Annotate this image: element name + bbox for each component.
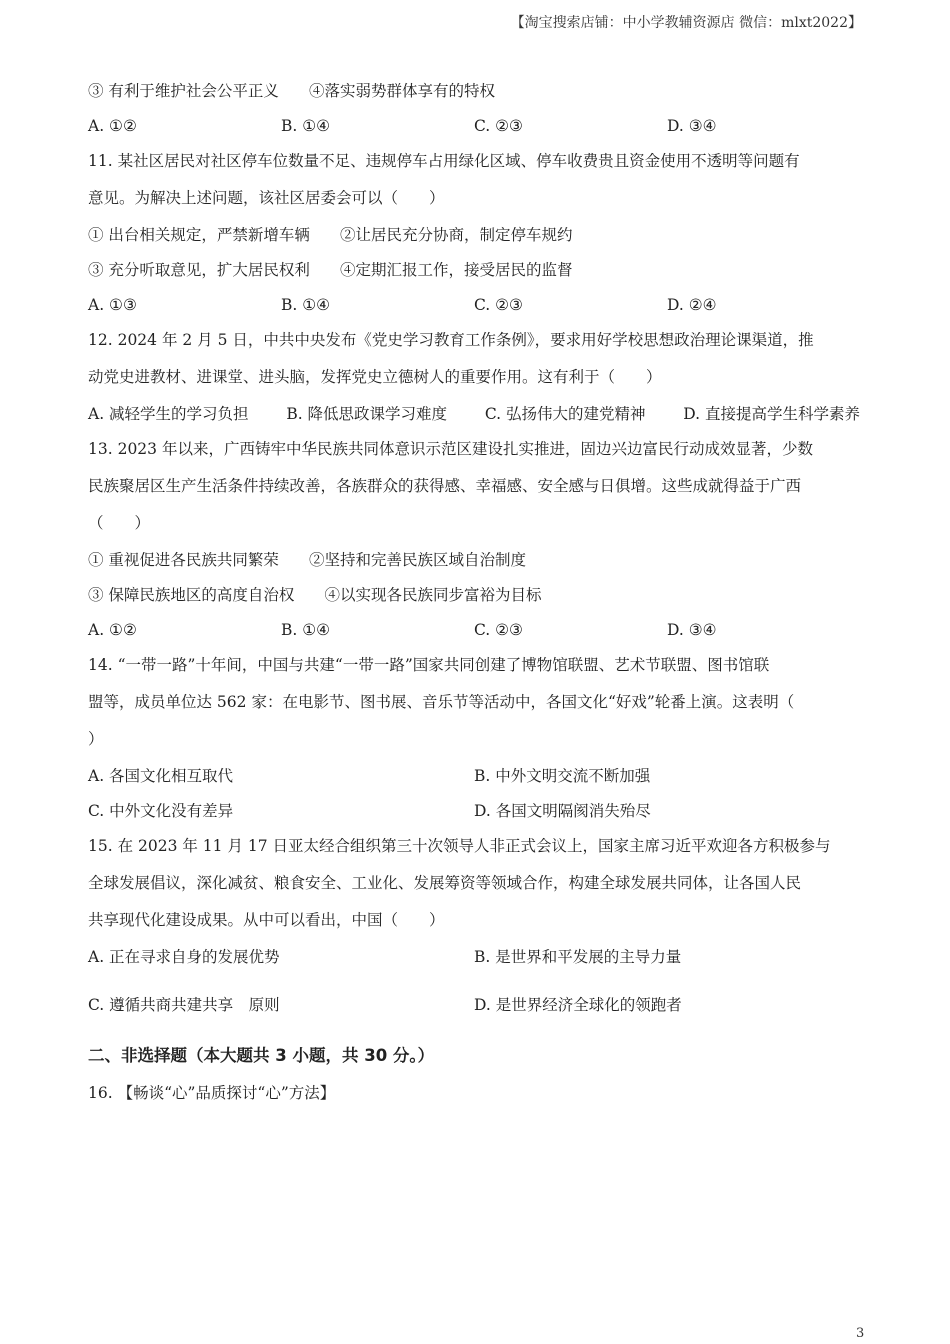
q11-option-a: A. ①③	[88, 296, 137, 314]
q10-option-c: C. ②③	[474, 117, 523, 135]
q14-option-d: D. 各国文明隔阂消失殆尽	[474, 802, 651, 820]
q15-option-b: B. 是世界和平发展的主导力量	[474, 948, 682, 966]
q14-option-a: A. 各国文化相互取代	[88, 767, 234, 785]
q15-option-d: D. 是世界经济全球化的领跑者	[474, 996, 682, 1014]
q11-option-d: D. ②④	[667, 296, 717, 314]
q10-option-a: A. ①②	[88, 117, 137, 135]
q14-stem-line-2: 盟等，成员单位达 562 家：在电影节、图书展、音乐节等活动中，各国文化“好戏”轮番上演。这表明（	[88, 693, 795, 711]
q15-option-a: A. 正在寻求自身的发展优势	[88, 948, 280, 966]
q12-option-a: A. 减轻学生的学习负担	[88, 405, 249, 423]
q12-option-d: D. 直接提高学生科学素养	[683, 405, 860, 423]
q13-stmt-3: ③ 保障民族地区的高度自治权	[88, 586, 295, 604]
q14-options-row-2	[88, 800, 860, 835]
q13-statements-row-1	[88, 549, 860, 584]
q10-options	[88, 115, 860, 150]
q12-option-b: B. 降低思政课学习难度	[286, 405, 448, 423]
q11-stem-line-1: 11. 某社区居民对社区停车位数量不足、违规停车占用绿化区域、停车收费贵且资金使用不透明等问题有	[88, 152, 800, 170]
q13-option-d: D. ③④	[667, 621, 717, 639]
q15-stem-line-2: 全球发展倡议，深化减贫、粮食安全、工业化、发展筹资等领域合作，构建全球发展共同体，让各国人民	[88, 874, 802, 892]
q13-stem-line-1: 13. 2023 年以来，广西铸牢中华民族共同体意识示范区建设扎实推进，固边兴边富民行动成效显著，少数	[88, 440, 813, 458]
q13-statements-row-2	[88, 584, 860, 619]
q10-option-b: B. ①④	[281, 117, 331, 135]
shop-header: 【淘宝搜索店铺：中小学教辅资源店 微信：mlxt2022】	[510, 15, 862, 31]
q11-stmt-3: ③ 充分听取意见，扩大居民权利	[88, 261, 310, 279]
q14-options-row-1	[88, 765, 860, 800]
q11-option-c: C. ②③	[474, 296, 523, 314]
q10-option-d: D. ③④	[667, 117, 717, 135]
q12-stem-line-2: 动党史进教材、进课堂、进头脑，发挥党史立德树人的重要作用。这有利于（ ）	[88, 368, 662, 386]
q15-options-row-2	[88, 994, 860, 1042]
q11-stem-line-2: 意见。为解决上述问题，该社区居委会可以（ ）	[88, 189, 445, 207]
q10-statements	[88, 80, 860, 115]
q13-stmt-1: ① 重视促进各民族共同繁荣	[88, 551, 279, 569]
q13-option-b: B. ①④	[281, 621, 331, 639]
q13-options	[88, 619, 860, 654]
q14-stem-line-3: ）	[88, 730, 104, 748]
q11-statements-row-2	[88, 259, 860, 294]
q13-option-c: C. ②③	[474, 621, 523, 639]
q13-stem-line-2: 民族聚居区生产生活条件持续改善，各族群众的获得感、幸福感、安全感与日俱增。这些成就得益于广西	[88, 477, 802, 495]
q11-stmt-1: ① 出台相关规定，严禁新增车辆	[88, 226, 310, 244]
q14-option-b: B. 中外文明交流不断加强	[474, 767, 651, 785]
q13-stmt-2: ②坚持和完善民族区域自治制度	[308, 551, 526, 569]
page-number: 3	[856, 1326, 865, 1341]
q15-stem-line-1: 15. 在 2023 年 11 月 17 日亚太经合组织第三十次领导人非正式会议上，国家主席习近平欢迎各方积极参与	[88, 837, 831, 855]
q12-stem-line-1: 12. 2024 年 2 月 5 日，中共中央发布《党史学习教育工作条例》，要求用好学校思想政治理论课渠道，推	[88, 331, 814, 349]
q12-options	[88, 403, 860, 438]
q11-statements-row-1	[88, 224, 860, 259]
q14-stem-line-1: 14. “一带一路”十年间，中国与共建“一带一路”国家共同创建了博物馆联盟、艺术节联盟、图书馆联	[88, 656, 770, 674]
q15-option-c: C. 遵循共商共建共享 原则	[88, 996, 280, 1014]
q10-stmt-3: ③ 有利于维护社会公平正义	[88, 82, 279, 100]
q14-option-c: C. 中外文化没有差异	[88, 802, 234, 820]
q11-options	[88, 294, 860, 329]
q10-stmt-4: ④落实弱势群体享有的特权	[308, 82, 495, 100]
q11-stmt-4: ④定期汇报工作，接受居民的监督	[339, 261, 573, 279]
q16-title: 16. 【畅谈“心”品质探讨“心”方法】	[88, 1084, 336, 1102]
q15-options-row-1	[88, 946, 860, 994]
q11-option-b: B. ①④	[281, 296, 331, 314]
q11-stmt-2: ②让居民充分协商，制定停车规约	[339, 226, 573, 244]
q12-option-c: C. 弘扬伟大的建党精神	[484, 405, 646, 423]
q15-stem-line-3: 共享现代化建设成果。从中可以看出，中国（ ）	[88, 911, 445, 929]
section-2-heading: 二、非选择题（本大题共 3 小题，共 30 分。）	[88, 1046, 435, 1065]
question-content	[88, 80, 860, 1117]
q13-option-a: A. ①②	[88, 621, 137, 639]
q13-stmt-4: ④以实现各民族同步富裕为目标	[324, 586, 542, 604]
q13-stem-line-3: （ ）	[88, 514, 151, 532]
